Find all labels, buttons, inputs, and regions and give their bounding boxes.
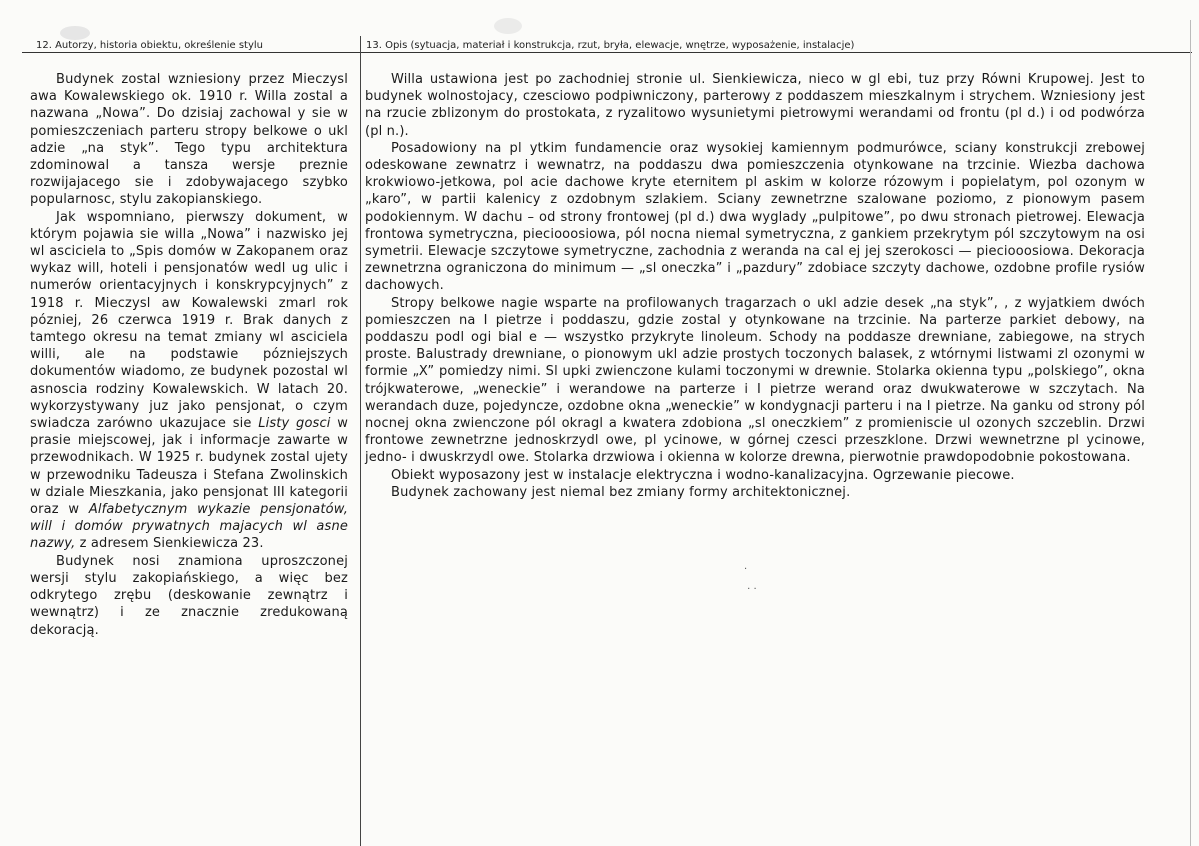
column-divider bbox=[360, 36, 361, 846]
italic-title-alfabetyczny-wykaz: Alfabetycznym wykazie pensjonatów, will i domów prywatnych majacych wl asne nazwy, bbox=[30, 502, 348, 552]
description-paragraph-4: Obiekt wyposazony jest w instalacje elektryczna i wodno-kanalizacyjna. Ogrzewanie piecowe. bbox=[391, 467, 1015, 483]
history-paragraph-1: Budynek zostal wzniesiony przez Mieczysl awa Kowalewskiego ok. 1910 r. Willa zostal a nazwana „Nowa”. Do dzisiaj zachowal y sie w pomieszczeniach parteru stropy belkowe o ukl adzie „na styk”. Tego typu architektura zdominowal a tansza wersje preznie rozwijajacego sie i zdobywajacego szybko popularnosc, stylu zakopianskiego. bbox=[30, 72, 348, 208]
header-rule bbox=[22, 52, 1192, 53]
section-12-heading: 12. Autorzy, historia obiektu, określenie stylu bbox=[36, 40, 264, 51]
scan-smudge bbox=[60, 26, 90, 40]
scan-smudge bbox=[494, 18, 522, 34]
description-paragraph-2: Posadowiony na pl ytkim fundamencie oraz wysokiej kamiennym podmurówce, sciany konstrukcji zrebowej odeskowane zewnatrz i wewnatrz, na poddaszu dwa pomieszczenia otynkowane na trzcinie. Wiezba dachowa krokwiowo-jetkowa, pol acie dachowe kryte eternitem pl askim w kolorze rózowym i popielatym, pol ozonym w „karo”, w partii kalenicy z ozdobnym szlakiem. Sciany zewnetrzne szalowane poziomo, z pionowym pasem podokiennym. W dachu – od strony frontowej (pl d.) dwa wyglady „pulpitowe”, po dwu stronach pietrowej. Elewacja frontowa symetryczna, pieciooosiowa, pól nocna niemal symetryczna, z gankiem przekrytym pól szczytowym na osi symetrii. Elewacje szczytowe symetryczne, zachodnia z weranda na cal ej jej szerokosci — pieciooosiowa. Dekoracja zewnetrzna ograniczona do minimum — „sl oneczka” i „pazdury” zdobiace szczyty dachowe, ozdobne profile rysiów dachowych. bbox=[365, 140, 1145, 294]
history-paragraph-3: Budynek nosi znamiona uproszczonej wersji stylu zakopiańskiego, a więc bez odkrytego zrębu (deskowanie zewnątrz i wewnątrz) i ze znacznie zredukowaną dekoracją. bbox=[30, 553, 348, 638]
description-paragraph-3: Stropy belkowe nagie wsparte na profilowanych tragarzach o ukl adzie desek „na styk”, , z wyjatkiem dwóch pomieszczen na I pietrze i poddaszu, gdzie zostal y otynkowane na trzcinie. Na parterze parkiet debowy, na poddaszu podl ogi bial e — wszystko przykryte linoleum. Schody na poddasze drewniane, zabiegowe, na strych proste. Balustrady drewniane, o pionowym ukl adzie prostych toczonych balasek, z wtórnymi listwami zl ozonymi w formie „X” pomiedzy nimi. Sl upki zwienczone kulami toczonymi w drewnie. Stolarka okienna typu „polskiego”, okna trójkwaterowe, „weneckie” i werandowe na parterze i I pietrze werand oraz dwukwaterowe w szczytach. Na werandach duze, pojedyncze, ozdobne okna „weneckie” w kondygnacji parteru i na I pietrze. Na ganku od strony pól nocnej okna zwienczone pól okragl a kwatera zdobiona „sl oneczkiem” z promieniscie ul ozonych szczeblin. Drzwi frontowe zewnetrzne jednoskrzydl owe, pl ycinowe, w górnej czesci przeszklone. Drzwi wewnetrzne pl ycinowe, jedno- i dwuskrzydl owe. Stolarka drzwiowa i okienna w kolorze drewna, pierwotnie prawdopodobnie pokostowana. bbox=[365, 295, 1145, 466]
history-paragraph-2: Jak wspomniano, pierwszy dokument, w którym pojawia sie willa „Nowa” i nazwisko jej wl asciciela to „Spis domów w Zakopanem oraz wykaz will, hoteli i pensjonatów wedl ug ulic i numerów orientacyjnych i konskrypcyjnych” z 1918 r. Mieczysl aw Kowalewski zmarl rok pózniej, 26 czerwca 1919 r. Brak danych z tamtego okresu na temat zmiany wl asciciela willi, ale na podstawie pózniejszych dokumentów wiadomo, ze budynek pozostal wl asnoscia rodziny Kowalewskich. W latach 20. wykorzystywany juz jako pensjonat, o czym swiadcza zarówno ukazujace sie Listy gosci w prasie miejscowej, jak i informacje zawarte w przewodnikach. W 1925 r. budynek zostal ujety w przewodniku Tadeusza i Stefana Zwolinskich w dziale Mieszkania, jako pensjonat III kategorii oraz w Alfabetycznym wykazie pensjonatów, will i domów prywatnych majacych wl asne nazwy, z adresem Sienkiewicza 23. bbox=[30, 209, 348, 552]
italic-title-listy-gosci: Listy gosci bbox=[258, 416, 331, 432]
page-edge bbox=[1190, 20, 1191, 846]
section-13-heading: 13. Opis (sytuacja, materiał i konstrukcja, rzut, bryła, elewacje, wnętrze, wyposażenie, instalacje) bbox=[366, 40, 855, 51]
description-column bbox=[365, 71, 1145, 501]
scan-specks: · · · bbox=[744, 564, 757, 595]
description-paragraph-5: Budynek zachowany jest niemal bez zmiany formy architektonicznej. bbox=[391, 484, 851, 500]
description-paragraph-1: Willa ustawiona jest po zachodniej stronie ul. Sienkiewicza, nieco w gl ebi, tuz przy Równi Krupowej. Jest to budynek wolnostojacy, czesciowo podpiwniczony, parterowy z poddaszem mieszkalnym i strychem. Wzniesiony jest na rzucie zblizonym do prostokata, z ryzalitowo wysunietymi pietrowymi werandami od frontu (pl d.) i od podwórza (pl n.). bbox=[365, 72, 1145, 139]
history-column bbox=[30, 71, 348, 639]
